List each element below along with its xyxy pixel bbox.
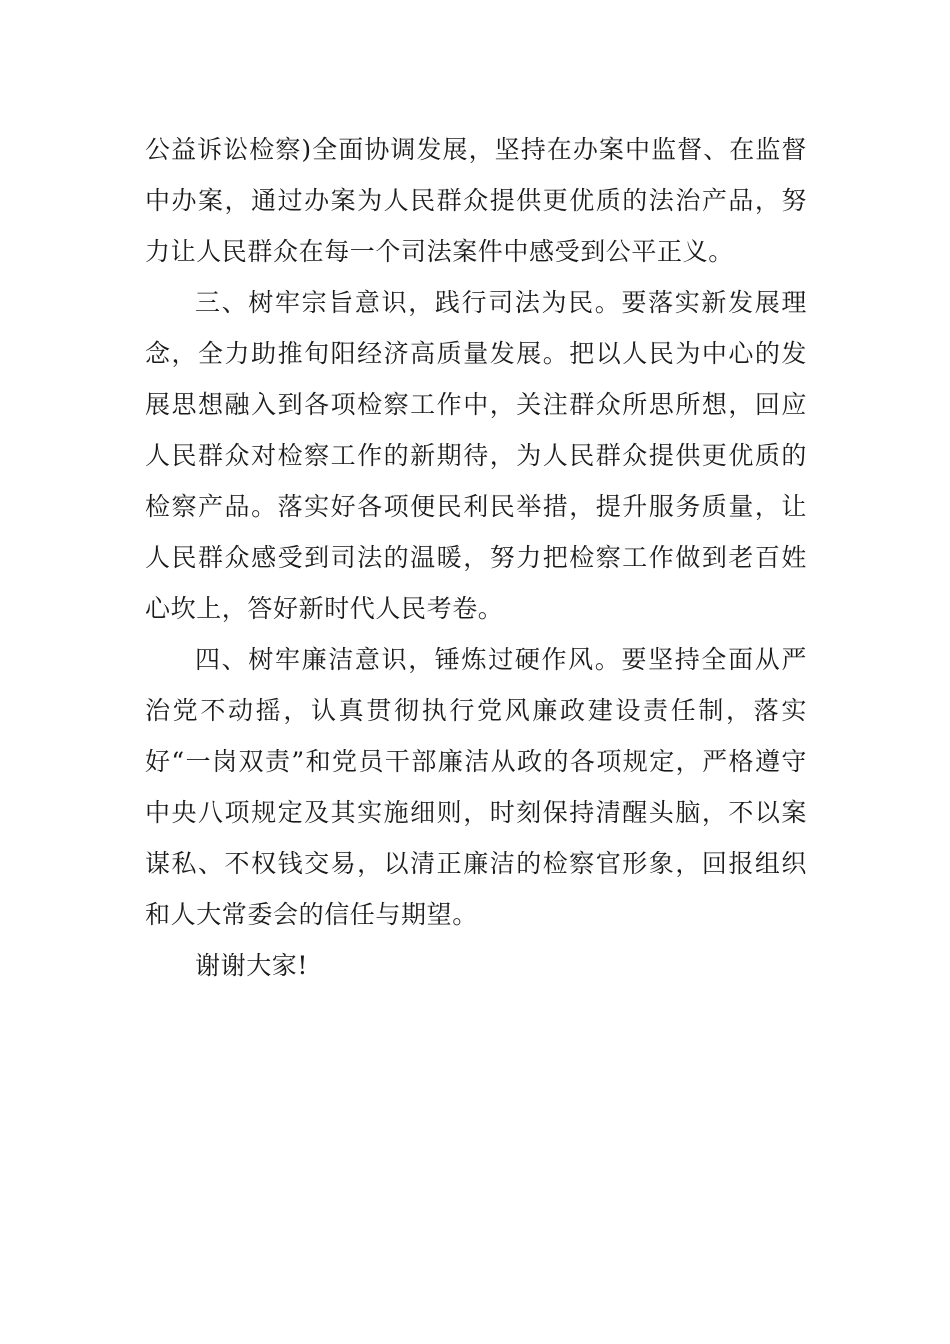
paragraph-continuation: 公益诉讼检察)全面协调发展，坚持在办案中监督、在监督中办案，通过办案为人民群众提供更优质的法治产品，努力让人民群众在每一个司法案件中感受到公平正义。: [145, 135, 807, 266]
paragraph-three-purpose: 三、树牢宗旨意识，践行司法为民。要落实新发展理念，全力助推旬阳经济高质量发展。把以人民为中心的发展思想融入到各项检察工作中，关注群众所思所想，回应人民群众对检察工作的新期待，为人民群众提供更优质的检察产品。落实好各项便民利民举措，提升服务质量，让人民群众感受到司法的温暖，努力把检察工作做到老百姓心坎上，答好新时代人民考卷。: [145, 288, 807, 623]
document-body: [145, 124, 807, 991]
paragraph-four-integrity: 四、树牢廉洁意识，锤炼过硬作风。要坚持全面从严治党不动摇，认真贯彻执行党风廉政建设责任制，落实好“一岗双责”和党员干部廉洁从政的各项规定，严格遵守中央八项规定及其实施细则，时刻保持清醒头脑，不以案谋私、不权钱交易，以清正廉洁的检察官形象，回报组织和人大常委会的信任与期望。: [145, 645, 807, 929]
closing-thanks: 谢谢大家!: [195, 951, 309, 980]
